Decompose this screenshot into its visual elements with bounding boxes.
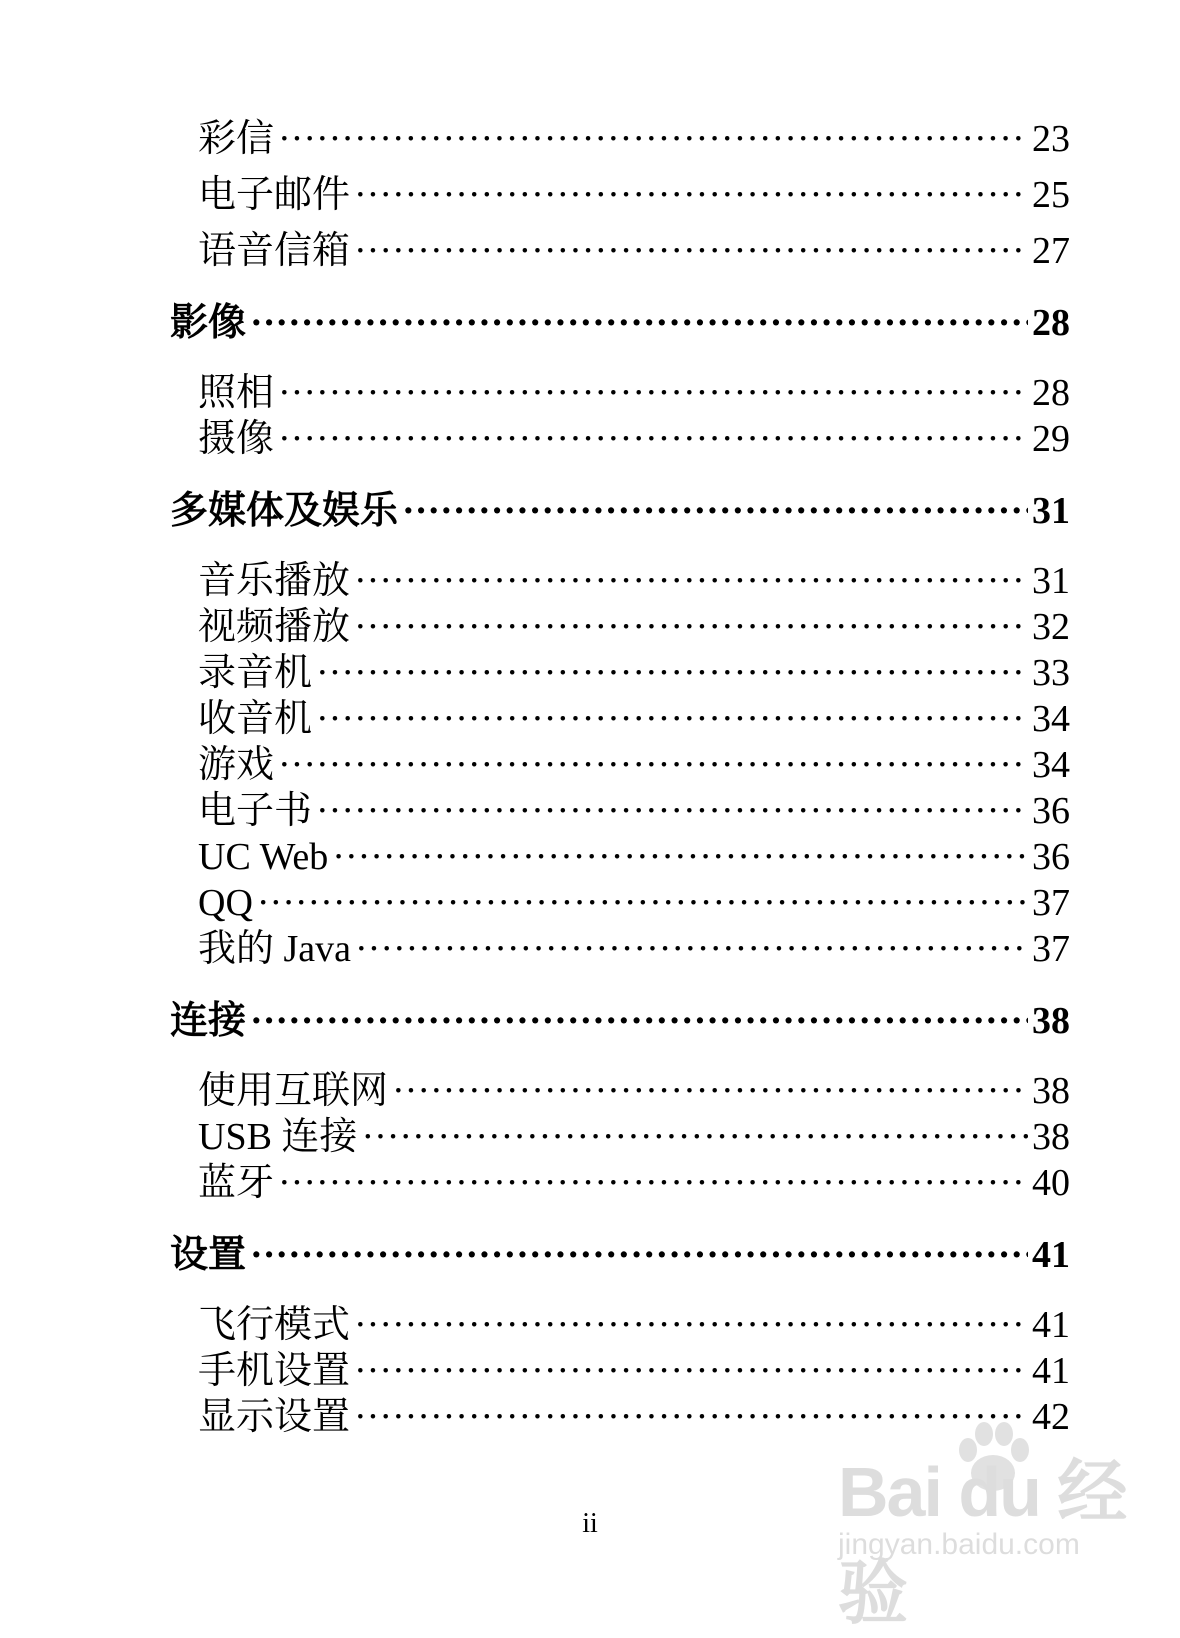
toc-entry-title: 收音机 [198,698,313,740]
toc-entry-page: 36 [1032,790,1070,832]
toc-entry-page: 25 [1032,174,1070,216]
toc-entry-title: 电子书 [198,790,313,832]
toc-entry-page: 38 [1032,1070,1070,1112]
toc-leader-dots [402,488,1028,534]
baidu-watermark [838,1418,1168,1632]
toc-leader-dots [278,116,1028,162]
table-of-contents [170,116,1070,1440]
toc-entry-page: 36 [1032,836,1070,878]
toc-entry[interactable] [170,880,1070,926]
toc-entry[interactable] [170,228,1070,274]
toc-section-heading[interactable] [170,300,1070,346]
toc-entry-page: 34 [1032,698,1070,740]
toc-section-page: 31 [1032,490,1070,532]
toc-entry[interactable] [170,172,1070,218]
toc-entry-page: 33 [1032,652,1070,694]
toc-entry-title: 飞行模式 [198,1304,351,1346]
toc-entry-page: 31 [1032,560,1070,602]
toc-entry-title: 音乐播放 [198,560,351,602]
toc-leader-dots [392,1068,1028,1114]
toc-entry[interactable] [170,416,1070,462]
toc-entry[interactable] [170,926,1070,972]
toc-section-heading[interactable] [170,488,1070,534]
toc-entry[interactable] [170,650,1070,696]
toc-leader-dots [361,1114,1028,1160]
toc-section-title: 影像 [170,302,247,344]
page-number: ii [582,1508,598,1539]
toc-section-title: 设置 [170,1234,247,1276]
toc-leader-dots [278,742,1028,788]
toc-entry-title: UC Web [198,836,329,878]
toc-leader-dots [250,1232,1028,1278]
toc-entry-title: 我的 Java [198,928,352,970]
toc-entry-page: 34 [1032,744,1070,786]
toc-entry-page: 40 [1032,1162,1070,1204]
toc-leader-dots [316,788,1028,834]
toc-entry[interactable] [170,604,1070,650]
toc-leader-dots [354,172,1028,218]
toc-leader-dots [278,370,1028,416]
toc-entry-title: 蓝牙 [198,1162,275,1204]
toc-entry-page: 37 [1032,928,1070,970]
toc-entry[interactable] [170,742,1070,788]
toc-leader-dots [332,834,1028,880]
toc-entry[interactable] [170,696,1070,742]
toc-entry[interactable] [170,1068,1070,1114]
toc-entry-page: 42 [1032,1396,1070,1438]
toc-section-heading[interactable] [170,998,1070,1044]
toc-entry-page: 37 [1032,882,1070,924]
toc-leader-dots [316,696,1028,742]
toc-section-title: 多媒体及娱乐 [170,490,399,532]
toc-entry[interactable] [170,1160,1070,1206]
toc-entry-title: 彩信 [198,118,275,160]
toc-entry-title: QQ [198,882,253,924]
toc-leader-dots [354,558,1028,604]
toc-entry-title: 摄像 [198,418,275,460]
toc-entry-page: 41 [1032,1350,1070,1392]
toc-leader-dots [354,1302,1028,1348]
toc-entry-title: 电子邮件 [198,174,351,216]
toc-entry-title: 手机设置 [198,1350,351,1392]
toc-entry-title: 游戏 [198,744,275,786]
toc-entry[interactable] [170,558,1070,604]
toc-entry-title: 显示设置 [198,1396,351,1438]
toc-entry-page: 28 [1032,372,1070,414]
toc-entry-page: 41 [1032,1304,1070,1346]
toc-entry[interactable] [170,370,1070,416]
toc-entry-title: 使用互联网 [198,1070,389,1112]
toc-entry[interactable] [170,116,1070,162]
toc-leader-dots [354,228,1028,274]
toc-entry[interactable] [170,1114,1070,1160]
toc-entry-page: 23 [1032,118,1070,160]
toc-leader-dots [354,604,1028,650]
toc-section-heading[interactable] [170,1232,1070,1278]
toc-entry-title: 照相 [198,372,275,414]
toc-leader-dots [278,416,1028,462]
toc-leader-dots [355,926,1028,972]
toc-leader-dots [354,1348,1028,1394]
watermark-url: jingyan.baidu.com [838,1528,1080,1561]
toc-entry[interactable] [170,1302,1070,1348]
toc-entry-page: 29 [1032,418,1070,460]
watermark-logo-text: Bai du 经验 [838,1453,1126,1632]
toc-entry-page: 38 [1032,1116,1070,1158]
toc-leader-dots [250,300,1028,346]
toc-section-page: 28 [1032,302,1070,344]
toc-section-page: 41 [1032,1234,1070,1276]
toc-entry-page: 27 [1032,230,1070,272]
toc-leader-dots [278,1160,1028,1206]
toc-entry[interactable] [170,834,1070,880]
toc-entry-page: 32 [1032,606,1070,648]
toc-section-title: 连接 [170,1000,247,1042]
toc-leader-dots [250,998,1028,1044]
toc-entry[interactable] [170,1348,1070,1394]
toc-entry-title: 语音信箱 [198,230,351,272]
toc-entry-title: USB 连接 [198,1116,358,1158]
toc-entry-title: 录音机 [198,652,313,694]
toc-section-page: 38 [1032,1000,1070,1042]
toc-entry[interactable] [170,788,1070,834]
toc-leader-dots [316,650,1028,696]
toc-leader-dots [257,880,1028,926]
toc-entry-title: 视频播放 [198,606,351,648]
